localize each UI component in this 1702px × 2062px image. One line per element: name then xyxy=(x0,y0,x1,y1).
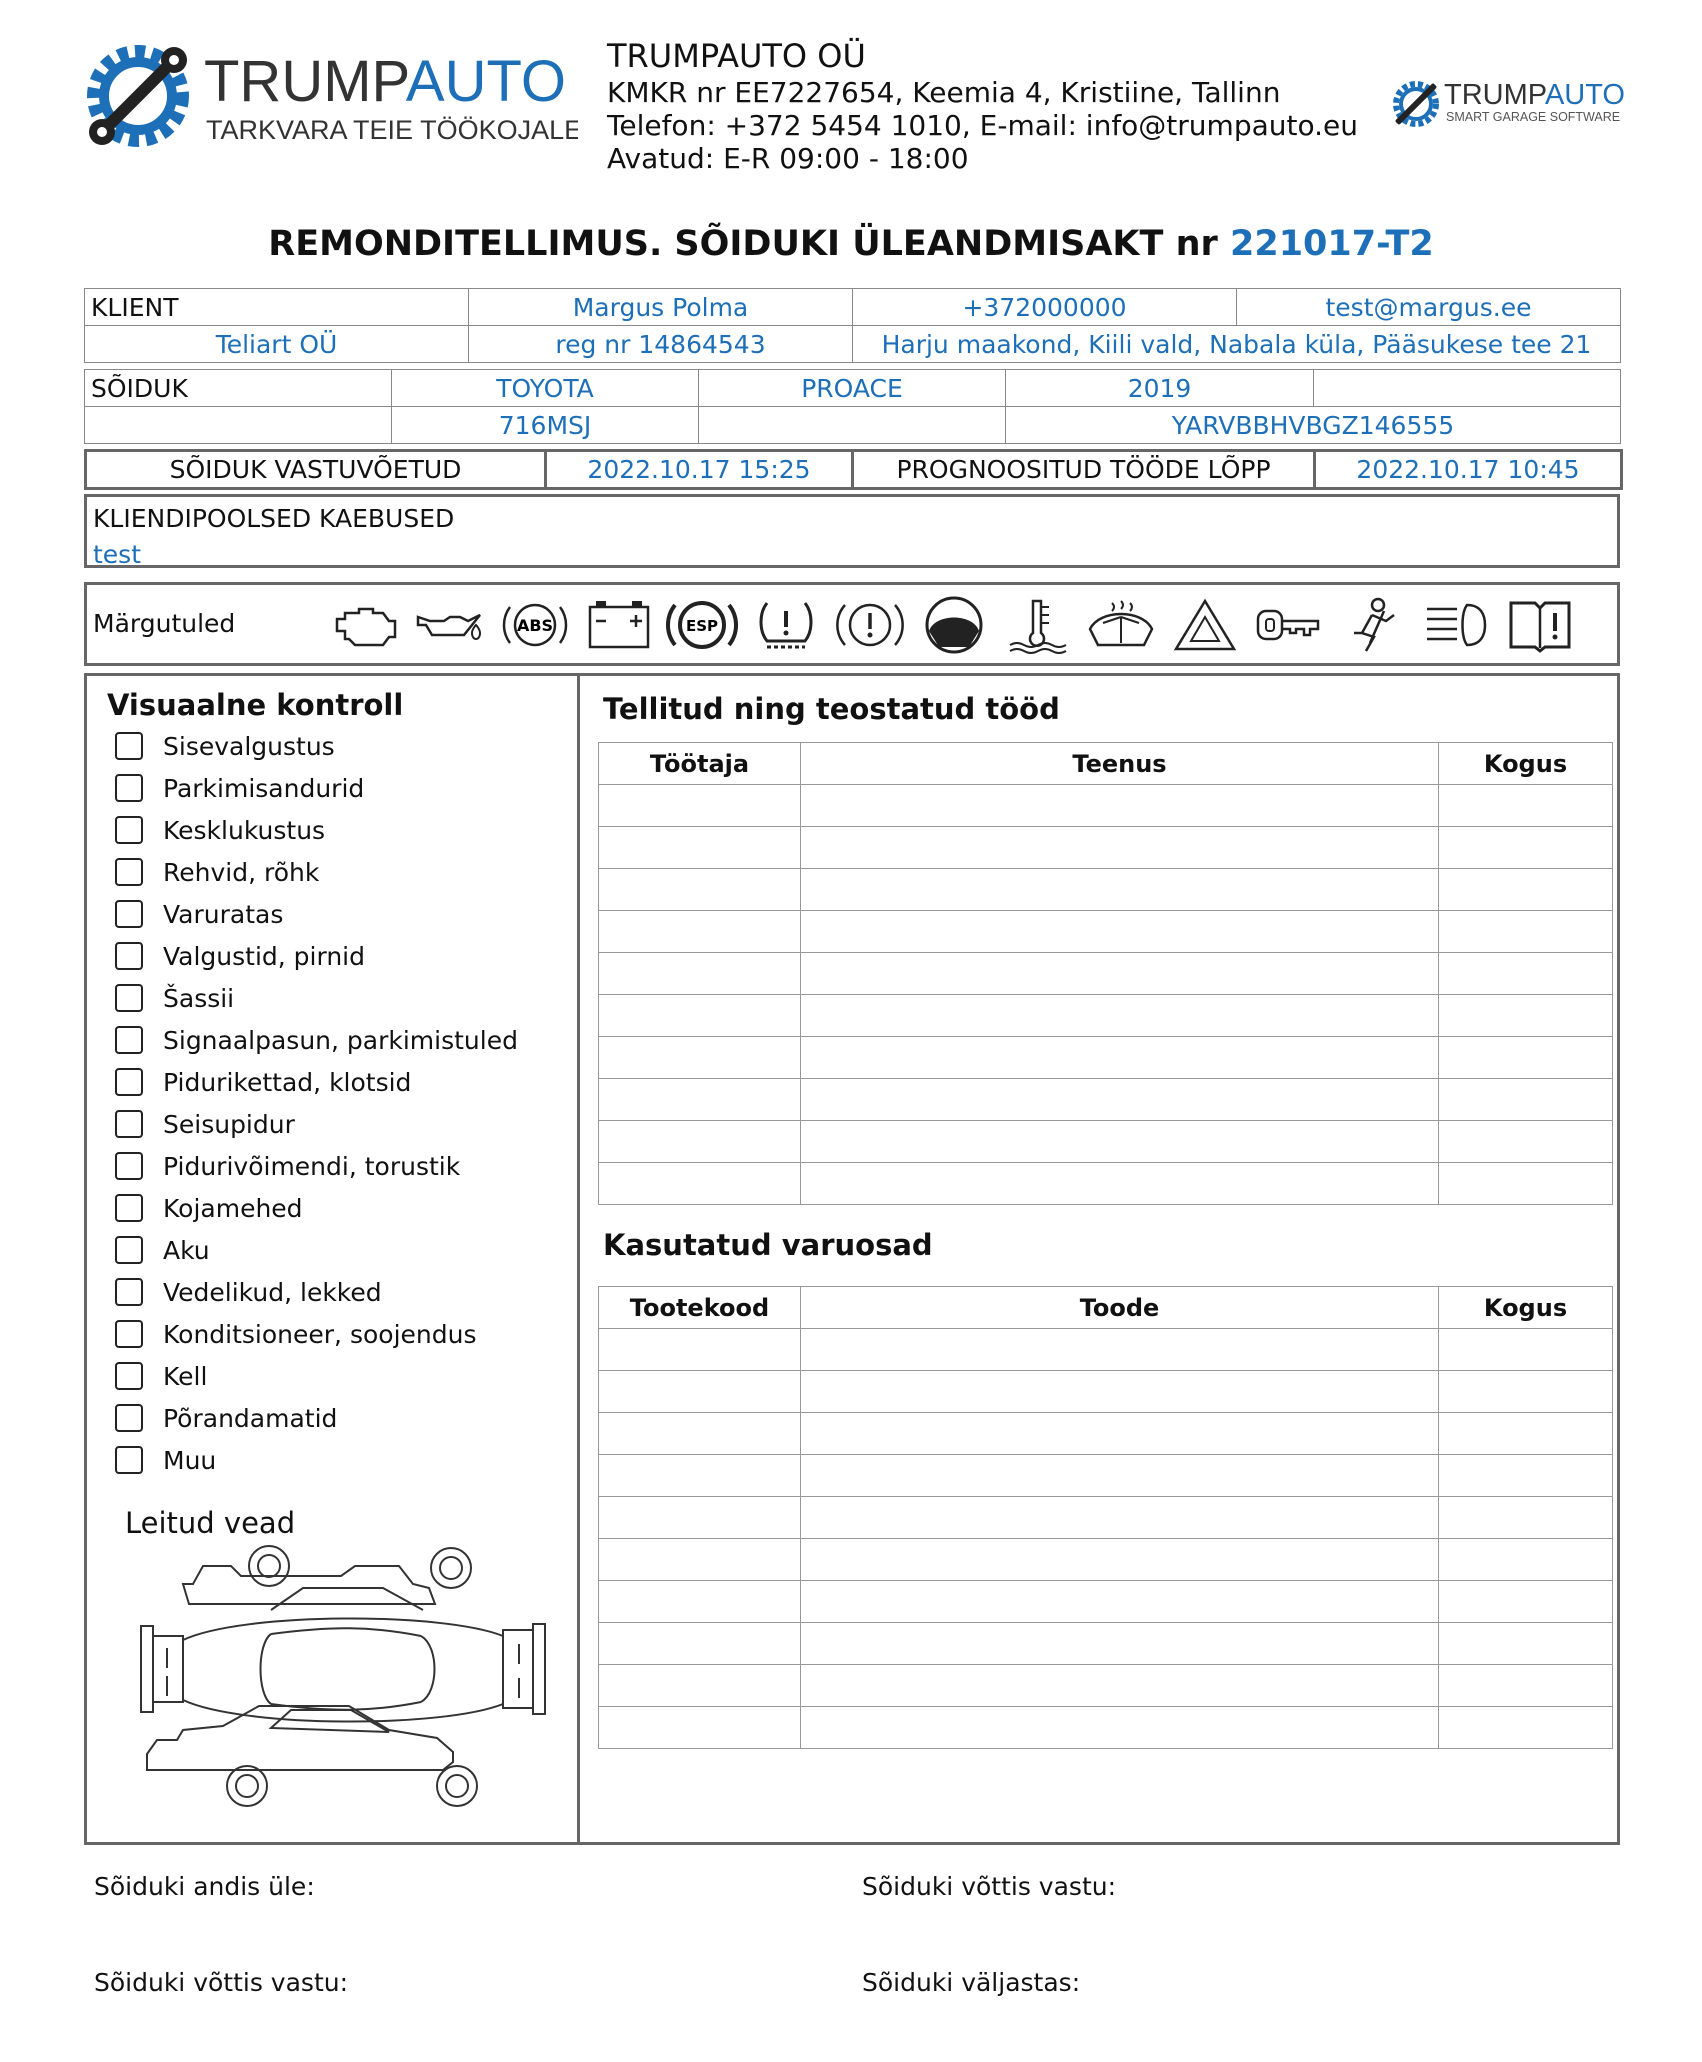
washer-fluid-icon xyxy=(1084,595,1158,655)
steering-icon xyxy=(917,595,991,655)
checklist-item[interactable] xyxy=(115,1402,337,1434)
table-row xyxy=(599,1665,1613,1707)
table-cell[interactable] xyxy=(1439,1121,1613,1163)
table-cell[interactable] xyxy=(599,953,801,995)
checklist-item-label: Šassii xyxy=(163,983,235,1013)
engine-icon xyxy=(329,595,403,655)
checklist-item[interactable] xyxy=(115,1360,207,1392)
seatbelt-icon xyxy=(1336,595,1410,655)
signature-received: Sõiduki võttis vastu: xyxy=(862,1872,1117,1901)
checklist-item-label: Kesklukustus xyxy=(163,815,326,845)
vehicle-empty-cell xyxy=(699,407,1006,444)
car-damage-diagram[interactable] xyxy=(121,1544,571,1834)
table-row xyxy=(599,1623,1613,1665)
table-cell[interactable] xyxy=(599,1455,801,1497)
table-cell[interactable] xyxy=(801,953,1439,995)
checklist-item-label: Seisupidur xyxy=(163,1109,295,1139)
checklist-item[interactable] xyxy=(115,1192,303,1224)
table-cell[interactable] xyxy=(801,1079,1439,1121)
company-hours: Avatud: E-R 09:00 - 18:00 xyxy=(607,142,969,175)
small-logo xyxy=(1390,74,1630,136)
table-row xyxy=(599,1037,1613,1079)
table-cell[interactable] xyxy=(1439,1413,1613,1455)
parts-col-code: Tootekood xyxy=(599,1287,801,1329)
works-table xyxy=(598,742,1613,1205)
title-nr-label: nr xyxy=(1175,224,1218,264)
checklist-item-label: Kojamehed xyxy=(163,1193,303,1223)
works-col-worker: Töötaja xyxy=(599,743,801,785)
signature-received-key: Sõiduki võttis vastu: xyxy=(94,1968,349,1997)
esp-icon-text: ESP xyxy=(685,617,719,635)
checkbox[interactable] xyxy=(115,1362,143,1390)
table-row xyxy=(599,1163,1613,1205)
table-cell[interactable] xyxy=(801,1413,1439,1455)
gear-wrench-icon xyxy=(89,47,187,145)
table-cell[interactable] xyxy=(801,1581,1439,1623)
client-address: Harju maakond, Kiili vald, Nabala küla, Pääsukese tee 21 xyxy=(853,326,1621,363)
table-cell[interactable] xyxy=(801,1037,1439,1079)
checklist-item[interactable] xyxy=(115,814,325,846)
vehicle-empty-cell xyxy=(85,407,392,444)
checklist-item-label: Valgustid, pirnid xyxy=(163,941,365,971)
signature-released: Sõiduki väljastas: xyxy=(862,1968,1081,1997)
abs-icon xyxy=(498,595,572,655)
received-label: SÕIDUK VASTUVÕETUD xyxy=(86,451,546,489)
checklist-item-label: Pidurikettad, klotsid xyxy=(163,1067,412,1097)
client-table xyxy=(84,288,1621,363)
table-cell[interactable] xyxy=(599,1581,801,1623)
table-cell[interactable] xyxy=(599,785,801,827)
table-cell[interactable] xyxy=(801,1371,1439,1413)
table-cell[interactable] xyxy=(1439,953,1613,995)
checklist-item-label: Aku xyxy=(163,1235,210,1265)
checklist-item[interactable] xyxy=(115,1234,210,1266)
table-cell[interactable] xyxy=(1439,1707,1613,1749)
dates-table xyxy=(84,449,1623,490)
signature-handed-over: Sõiduki andis üle: xyxy=(94,1872,315,1901)
order-number: 221017-T2 xyxy=(1229,224,1434,264)
table-cell[interactable] xyxy=(801,869,1439,911)
table-cell[interactable] xyxy=(599,1623,801,1665)
table-cell[interactable] xyxy=(801,1539,1439,1581)
vehicle-plate: 716MSJ xyxy=(392,407,699,444)
table-row xyxy=(599,953,1613,995)
client-label: KLIENT xyxy=(85,289,469,326)
table-cell[interactable] xyxy=(599,1121,801,1163)
hazard-icon xyxy=(1168,595,1242,655)
client-company: Teliart OÜ xyxy=(85,326,469,363)
table-row xyxy=(599,1497,1613,1539)
table-row xyxy=(599,827,1613,869)
checklist-item[interactable] xyxy=(115,1276,382,1308)
checkbox[interactable] xyxy=(115,1446,143,1474)
table-cell[interactable] xyxy=(1439,1455,1613,1497)
table-cell[interactable] xyxy=(1439,827,1613,869)
logo-text-main: TRUMP xyxy=(204,49,406,114)
checkbox[interactable] xyxy=(115,1278,143,1306)
checkbox[interactable] xyxy=(115,1404,143,1432)
vehicle-model: PROACE xyxy=(699,370,1006,407)
received-datetime: 2022.10.17 15:25 xyxy=(546,451,853,489)
parts-col-quantity: Kogus xyxy=(1439,1287,1613,1329)
small-logo-text-accent: AUTO xyxy=(1544,79,1625,111)
warning-lights-label: Märgutuled xyxy=(93,609,236,638)
table-row xyxy=(599,1581,1613,1623)
checkbox[interactable] xyxy=(115,732,143,760)
table-cell[interactable] xyxy=(599,827,801,869)
parts-col-product: Toode xyxy=(801,1287,1439,1329)
table-row xyxy=(599,1413,1613,1455)
checklist-item[interactable] xyxy=(115,1318,476,1350)
column-divider xyxy=(577,676,580,1842)
main-content-box xyxy=(84,673,1620,1845)
table-cell[interactable] xyxy=(801,1707,1439,1749)
table-cell[interactable] xyxy=(1439,785,1613,827)
table-cell[interactable] xyxy=(1439,1497,1613,1539)
table-cell[interactable] xyxy=(599,1329,801,1371)
checklist-item-label: Parkimisandurid xyxy=(163,773,365,803)
table-row xyxy=(599,869,1613,911)
warning-lights-box xyxy=(84,582,1620,666)
svg-text:TRUMPAUTO xyxy=(204,49,566,114)
gear-wrench-icon xyxy=(1395,83,1437,125)
table-cell[interactable] xyxy=(1439,911,1613,953)
table-cell[interactable] xyxy=(1439,1371,1613,1413)
table-cell[interactable] xyxy=(1439,1163,1613,1205)
table-row xyxy=(599,1079,1613,1121)
parts-title: Kasutatud varuosad xyxy=(603,1228,933,1262)
table-cell[interactable] xyxy=(801,785,1439,827)
logo-tagline: TARKVARA TEIE TÖÖKOJALE xyxy=(206,115,578,145)
checklist-item-label: Kell xyxy=(163,1361,208,1391)
client-name: Margus Polma xyxy=(469,289,853,326)
table-cell[interactable] xyxy=(599,1163,801,1205)
checkbox[interactable] xyxy=(115,1068,143,1096)
table-row xyxy=(599,1707,1613,1749)
checklist-item-label: Muu xyxy=(163,1445,217,1475)
vehicle-table xyxy=(84,369,1621,444)
table-cell[interactable] xyxy=(599,1539,801,1581)
company-logo xyxy=(78,34,578,164)
brake-warning-icon xyxy=(833,595,907,655)
vehicle-year: 2019 xyxy=(1006,370,1314,407)
company-info xyxy=(607,36,1358,175)
table-cell[interactable] xyxy=(801,1623,1439,1665)
table-cell[interactable] xyxy=(599,911,801,953)
checkbox[interactable] xyxy=(115,816,143,844)
checklist-item[interactable] xyxy=(115,898,283,930)
oil-pressure-icon xyxy=(414,595,488,655)
checklist-item[interactable] xyxy=(115,856,319,888)
checkbox[interactable] xyxy=(115,1152,143,1180)
forecast-label: PROGNOOSITUD TÖÖDE LÕPP xyxy=(853,451,1315,489)
works-col-quantity: Kogus xyxy=(1439,743,1613,785)
vehicle-label: SÕIDUK xyxy=(85,370,392,407)
works-title: Tellitud ning teostatud tööd xyxy=(603,692,1060,726)
checklist-item[interactable] xyxy=(115,982,234,1014)
checklist-item-label: Põrandamatid xyxy=(163,1403,338,1433)
checkbox[interactable] xyxy=(115,984,143,1012)
headlight-icon xyxy=(1419,595,1493,655)
checklist-item[interactable] xyxy=(115,730,335,762)
title-text: REMONDITELLIMUS. SÕIDUKI ÜLEANDMISAKT xyxy=(268,224,1164,264)
small-logo-tagline: SMART GARAGE SOFTWARE xyxy=(1446,110,1621,124)
page-title xyxy=(0,224,1702,264)
checkbox[interactable] xyxy=(115,942,143,970)
checkbox[interactable] xyxy=(115,1194,143,1222)
table-cell[interactable] xyxy=(599,995,801,1037)
esp-icon xyxy=(665,595,739,655)
table-row xyxy=(599,1121,1613,1163)
svg-text:TRUMPAUTO xyxy=(1444,79,1625,111)
table-row xyxy=(599,785,1613,827)
abs-icon-text: ABS xyxy=(516,616,554,635)
table-cell[interactable] xyxy=(801,995,1439,1037)
defects-title: Leitud vead xyxy=(125,1506,296,1540)
table-cell[interactable] xyxy=(801,1455,1439,1497)
checkbox[interactable] xyxy=(115,774,143,802)
checklist-item-label: Pidurivõimendi, torustik xyxy=(163,1151,461,1181)
forecast-datetime: 2022.10.17 10:45 xyxy=(1315,451,1622,489)
checklist-item-label: Sisevalgustus xyxy=(163,731,335,761)
checklist-item-label: Konditsioneer, soojendus xyxy=(163,1319,477,1349)
company-address: KMKR nr EE7227654, Keemia 4, Kristiine, Tallinn xyxy=(607,76,1281,109)
works-col-service: Teenus xyxy=(801,743,1439,785)
checklist-item[interactable] xyxy=(115,1024,518,1056)
table-cell[interactable] xyxy=(801,911,1439,953)
checklist-item-label: Rehvid, rõhk xyxy=(163,857,320,887)
table-cell[interactable] xyxy=(1439,995,1613,1037)
checklist-item[interactable] xyxy=(115,772,364,804)
parts-table xyxy=(598,1286,1613,1749)
checklist-item[interactable] xyxy=(115,1150,460,1182)
client-reg-nr: reg nr 14864543 xyxy=(469,326,853,363)
checklist-item[interactable] xyxy=(115,1066,411,1098)
tire-pressure-icon xyxy=(749,595,823,655)
table-cell[interactable] xyxy=(1439,1079,1613,1121)
table-cell[interactable] xyxy=(599,1371,801,1413)
company-name: TRUMPAUTO OÜ xyxy=(607,37,866,75)
table-cell[interactable] xyxy=(599,869,801,911)
battery-icon xyxy=(582,595,656,655)
vehicle-make: TOYOTA xyxy=(392,370,699,407)
checklist-item[interactable] xyxy=(115,1108,295,1140)
table-cell[interactable] xyxy=(599,1665,801,1707)
table-cell[interactable] xyxy=(1439,1037,1613,1079)
table-cell[interactable] xyxy=(1439,869,1613,911)
complaints-value: test xyxy=(93,540,142,569)
small-logo-text-main: TRUMP xyxy=(1444,79,1545,111)
complaints-label: KLIENDIPOOLSED KAEBUSED xyxy=(93,504,455,533)
table-cell[interactable] xyxy=(1439,1329,1613,1371)
table-cell[interactable] xyxy=(599,1707,801,1749)
logo-text-accent: AUTO xyxy=(405,49,566,114)
company-contact: Telefon: +372 5454 1010, E-mail: info@trumpauto.eu xyxy=(607,109,1358,142)
visual-check-title: Visuaalne kontroll xyxy=(107,688,404,722)
checkbox[interactable] xyxy=(115,1320,143,1348)
complaints-box xyxy=(84,494,1620,568)
manual-icon xyxy=(1503,595,1577,655)
coolant-temp-icon xyxy=(1000,595,1074,655)
table-cell[interactable] xyxy=(599,1413,801,1455)
checkbox[interactable] xyxy=(115,1110,143,1138)
checkbox[interactable] xyxy=(115,1236,143,1264)
key-icon xyxy=(1252,595,1326,655)
table-cell[interactable] xyxy=(599,1079,801,1121)
table-row xyxy=(599,911,1613,953)
checklist-item[interactable] xyxy=(115,1444,216,1476)
checkbox[interactable] xyxy=(115,900,143,928)
table-cell[interactable] xyxy=(1439,1665,1613,1707)
table-cell[interactable] xyxy=(801,1163,1439,1205)
table-row xyxy=(599,1539,1613,1581)
checklist-item[interactable] xyxy=(115,940,365,972)
table-row xyxy=(599,1329,1613,1371)
vehicle-empty-cell xyxy=(1314,370,1621,407)
checklist-item-label: Varuratas xyxy=(163,899,284,929)
table-cell[interactable] xyxy=(599,1037,801,1079)
checklist-item-label: Vedelikud, lekked xyxy=(163,1277,382,1307)
table-cell[interactable] xyxy=(801,827,1439,869)
table-cell[interactable] xyxy=(599,1497,801,1539)
client-email: test@margus.ee xyxy=(1237,289,1621,326)
vehicle-vin: YARVBBHVBGZ146555 xyxy=(1006,407,1621,444)
table-row xyxy=(599,1455,1613,1497)
table-cell[interactable] xyxy=(1439,1581,1613,1623)
table-cell[interactable] xyxy=(801,1121,1439,1163)
table-row xyxy=(599,995,1613,1037)
table-row xyxy=(599,1371,1613,1413)
table-cell[interactable] xyxy=(801,1329,1439,1371)
table-cell[interactable] xyxy=(801,1665,1439,1707)
checkbox[interactable] xyxy=(115,1026,143,1054)
table-cell[interactable] xyxy=(1439,1539,1613,1581)
checkbox[interactable] xyxy=(115,858,143,886)
table-cell[interactable] xyxy=(1439,1623,1613,1665)
table-cell[interactable] xyxy=(801,1497,1439,1539)
checklist-item-label: Signaalpasun, parkimistuled xyxy=(163,1025,518,1055)
client-phone: +372000000 xyxy=(853,289,1237,326)
